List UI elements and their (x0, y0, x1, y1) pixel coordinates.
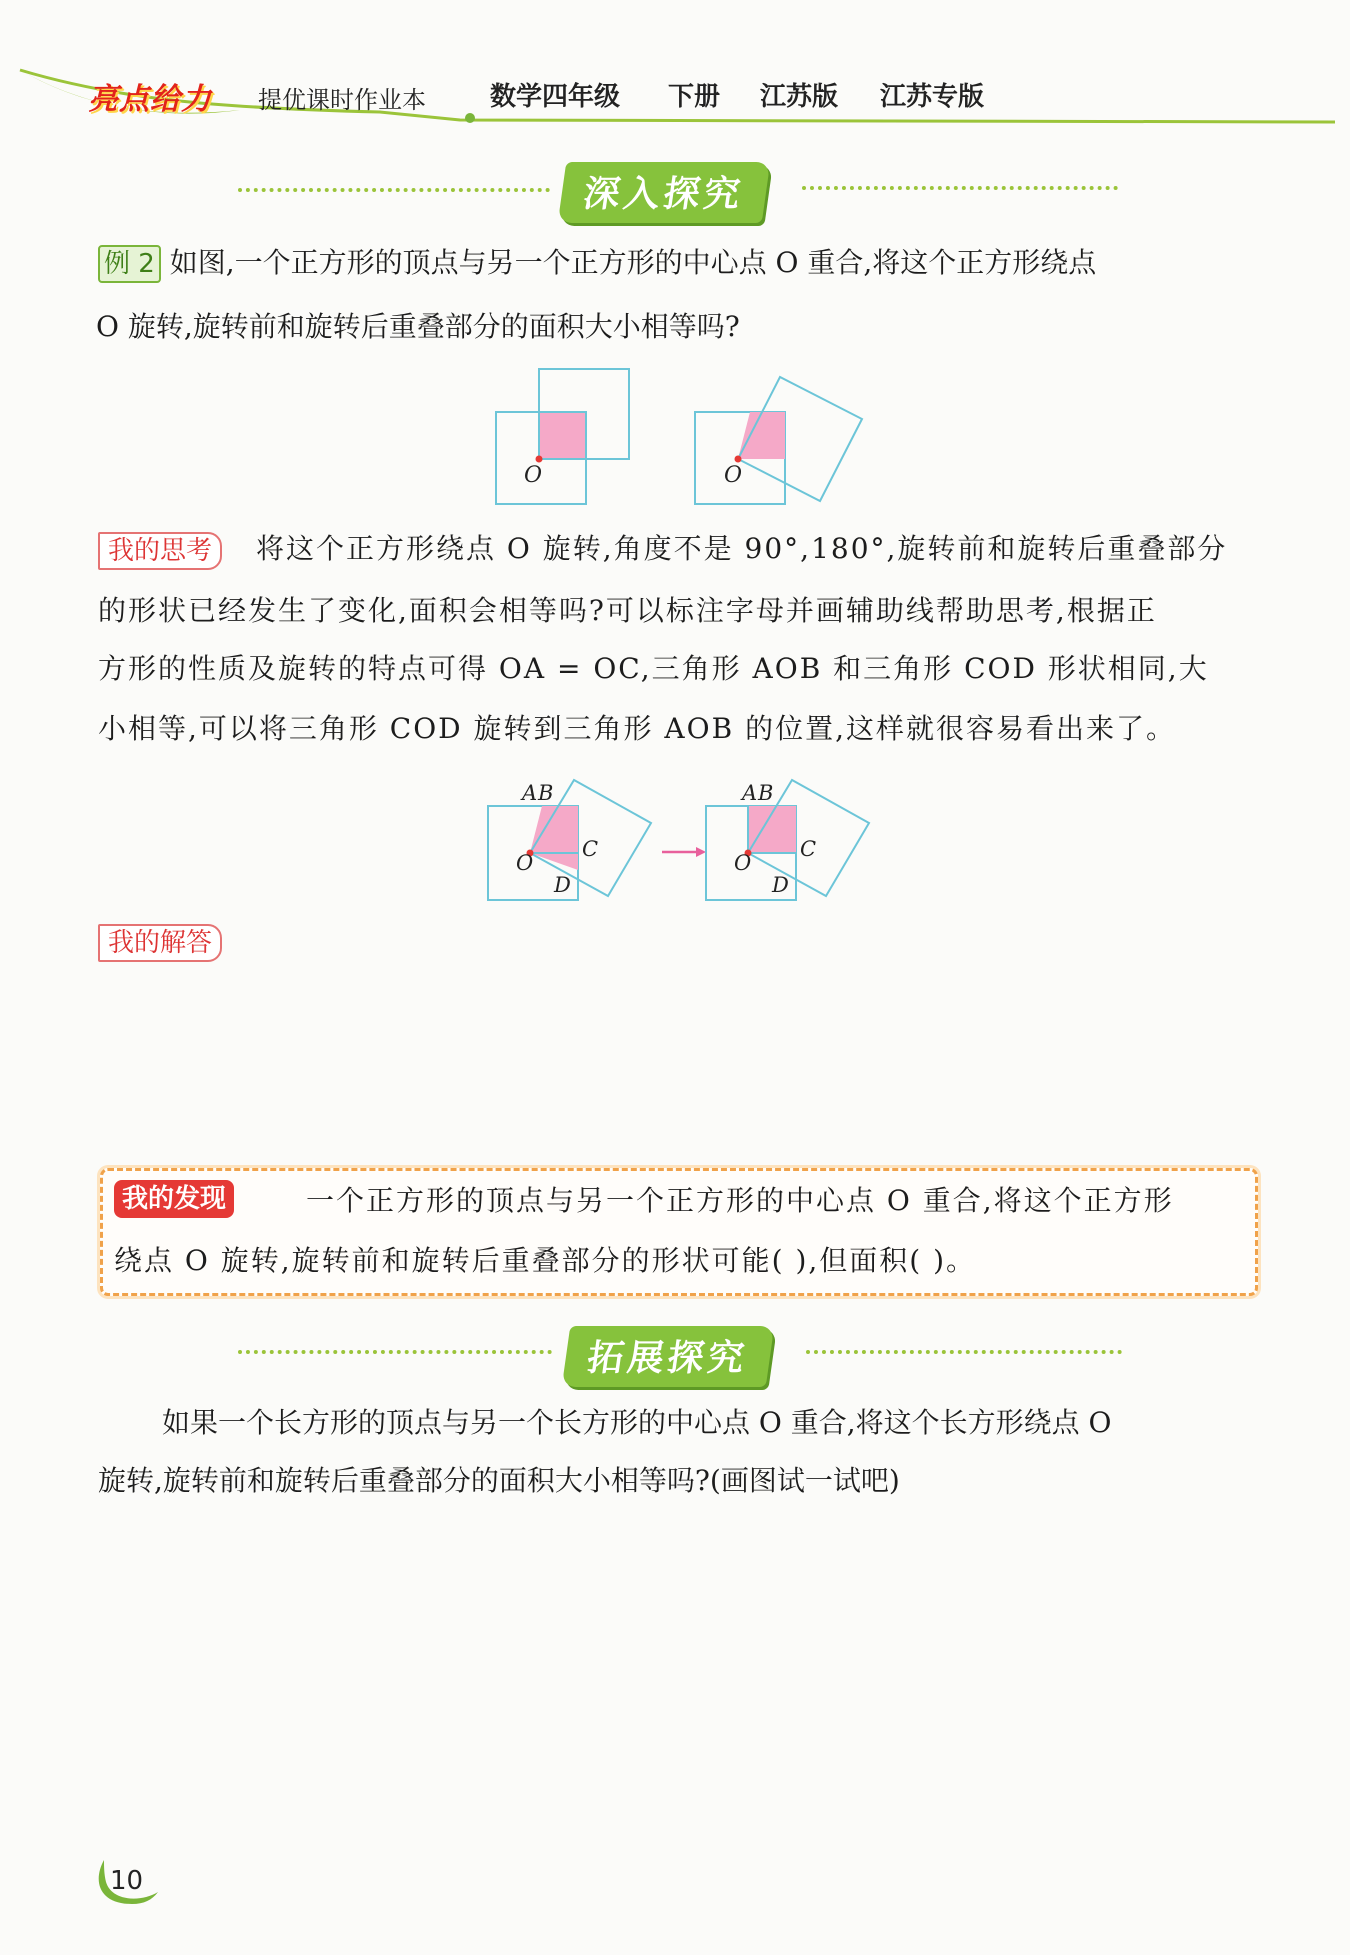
problem-line-2: O 旋转,旋转前和旋转后重叠部分的面积大小相等吗? (96, 310, 740, 343)
thinking-line-3: 方形的性质及旋转的特点可得 OA = OC,三角形 AOB 和三角形 COD 形状相同,大 (98, 652, 1209, 685)
header-edition: 江苏版 (760, 82, 839, 112)
header-special-edition: 江苏专版 (880, 82, 985, 112)
answer-tag: 我的解答 (98, 924, 222, 962)
label-O: O (516, 851, 534, 875)
header-volume: 下册 (668, 82, 721, 112)
thinking-line-4: 小相等,可以将三角形 COD 旋转到三角形 AOB 的位置,这样就很容易看出来了。 (98, 712, 1176, 745)
section-title-extended-explore: 拓展探究 (562, 1326, 775, 1387)
series-title: 提优课时作业本 (258, 86, 426, 114)
label-A: A (522, 781, 538, 805)
page-number: 10 (110, 1866, 144, 1896)
extension-line-1: 如果一个长方形的顶点与另一个长方形的中心点 O 重合,将这个长方形绕点 O (162, 1406, 1112, 1439)
label-C: C (800, 837, 817, 861)
extension-line-2: 旋转,旋转前和旋转后重叠部分的面积大小相等吗?(画图试一试吧) (98, 1464, 900, 1497)
label-D: D (554, 873, 571, 897)
discovery-line-2: 绕点 O 旋转,旋转前和旋转后重叠部分的形状可能( ),但面积( )。 (114, 1244, 977, 1277)
section-title-deep-explore: 深入探究 (558, 162, 771, 223)
thinking-tag: 我的思考 (98, 532, 222, 570)
label-D: D (772, 873, 789, 897)
label-O: O (724, 463, 743, 488)
banner-dotline-right (802, 186, 1118, 190)
thinking-line-2: 的形状已经发生了变化,面积会相等吗?可以标注字母并画辅助线帮助思考,根据正 (98, 594, 1157, 627)
example-problem (98, 232, 1268, 294)
drawing-area[interactable] (110, 1520, 1260, 1820)
discovery-tag: 我的发现 (114, 1180, 234, 1218)
label-A: A (742, 781, 758, 805)
label-O: O (524, 463, 543, 488)
answer-area[interactable] (110, 966, 1260, 1156)
header-subject: 数学四年级 (490, 82, 621, 112)
thinking-line-1: 将这个正方形绕点 O 旋转,角度不是 90°,180°,旋转前和旋转后重叠部分 (256, 532, 1228, 565)
example-tag: 例 2 (98, 245, 161, 283)
banner-dotline-right (806, 1350, 1122, 1354)
problem-line-1: 如图,一个正方形的顶点与另一个正方形的中心点 O 重合,将这个正方形绕点 (169, 246, 1097, 279)
discovery-line-1: 一个正方形的顶点与另一个正方形的中心点 O 重合,将这个正方形 (306, 1184, 1174, 1217)
banner-dotline-left (238, 188, 550, 192)
brand-logo: 亮点给力 (88, 82, 212, 117)
label-O: O (734, 851, 752, 875)
label-C: C (582, 837, 599, 861)
banner-dotline-left (238, 1350, 552, 1354)
figure-rotation-2 (470, 770, 890, 910)
label-B: B (758, 781, 774, 805)
label-B: B (538, 781, 554, 805)
figure-squares-1 (480, 360, 900, 510)
